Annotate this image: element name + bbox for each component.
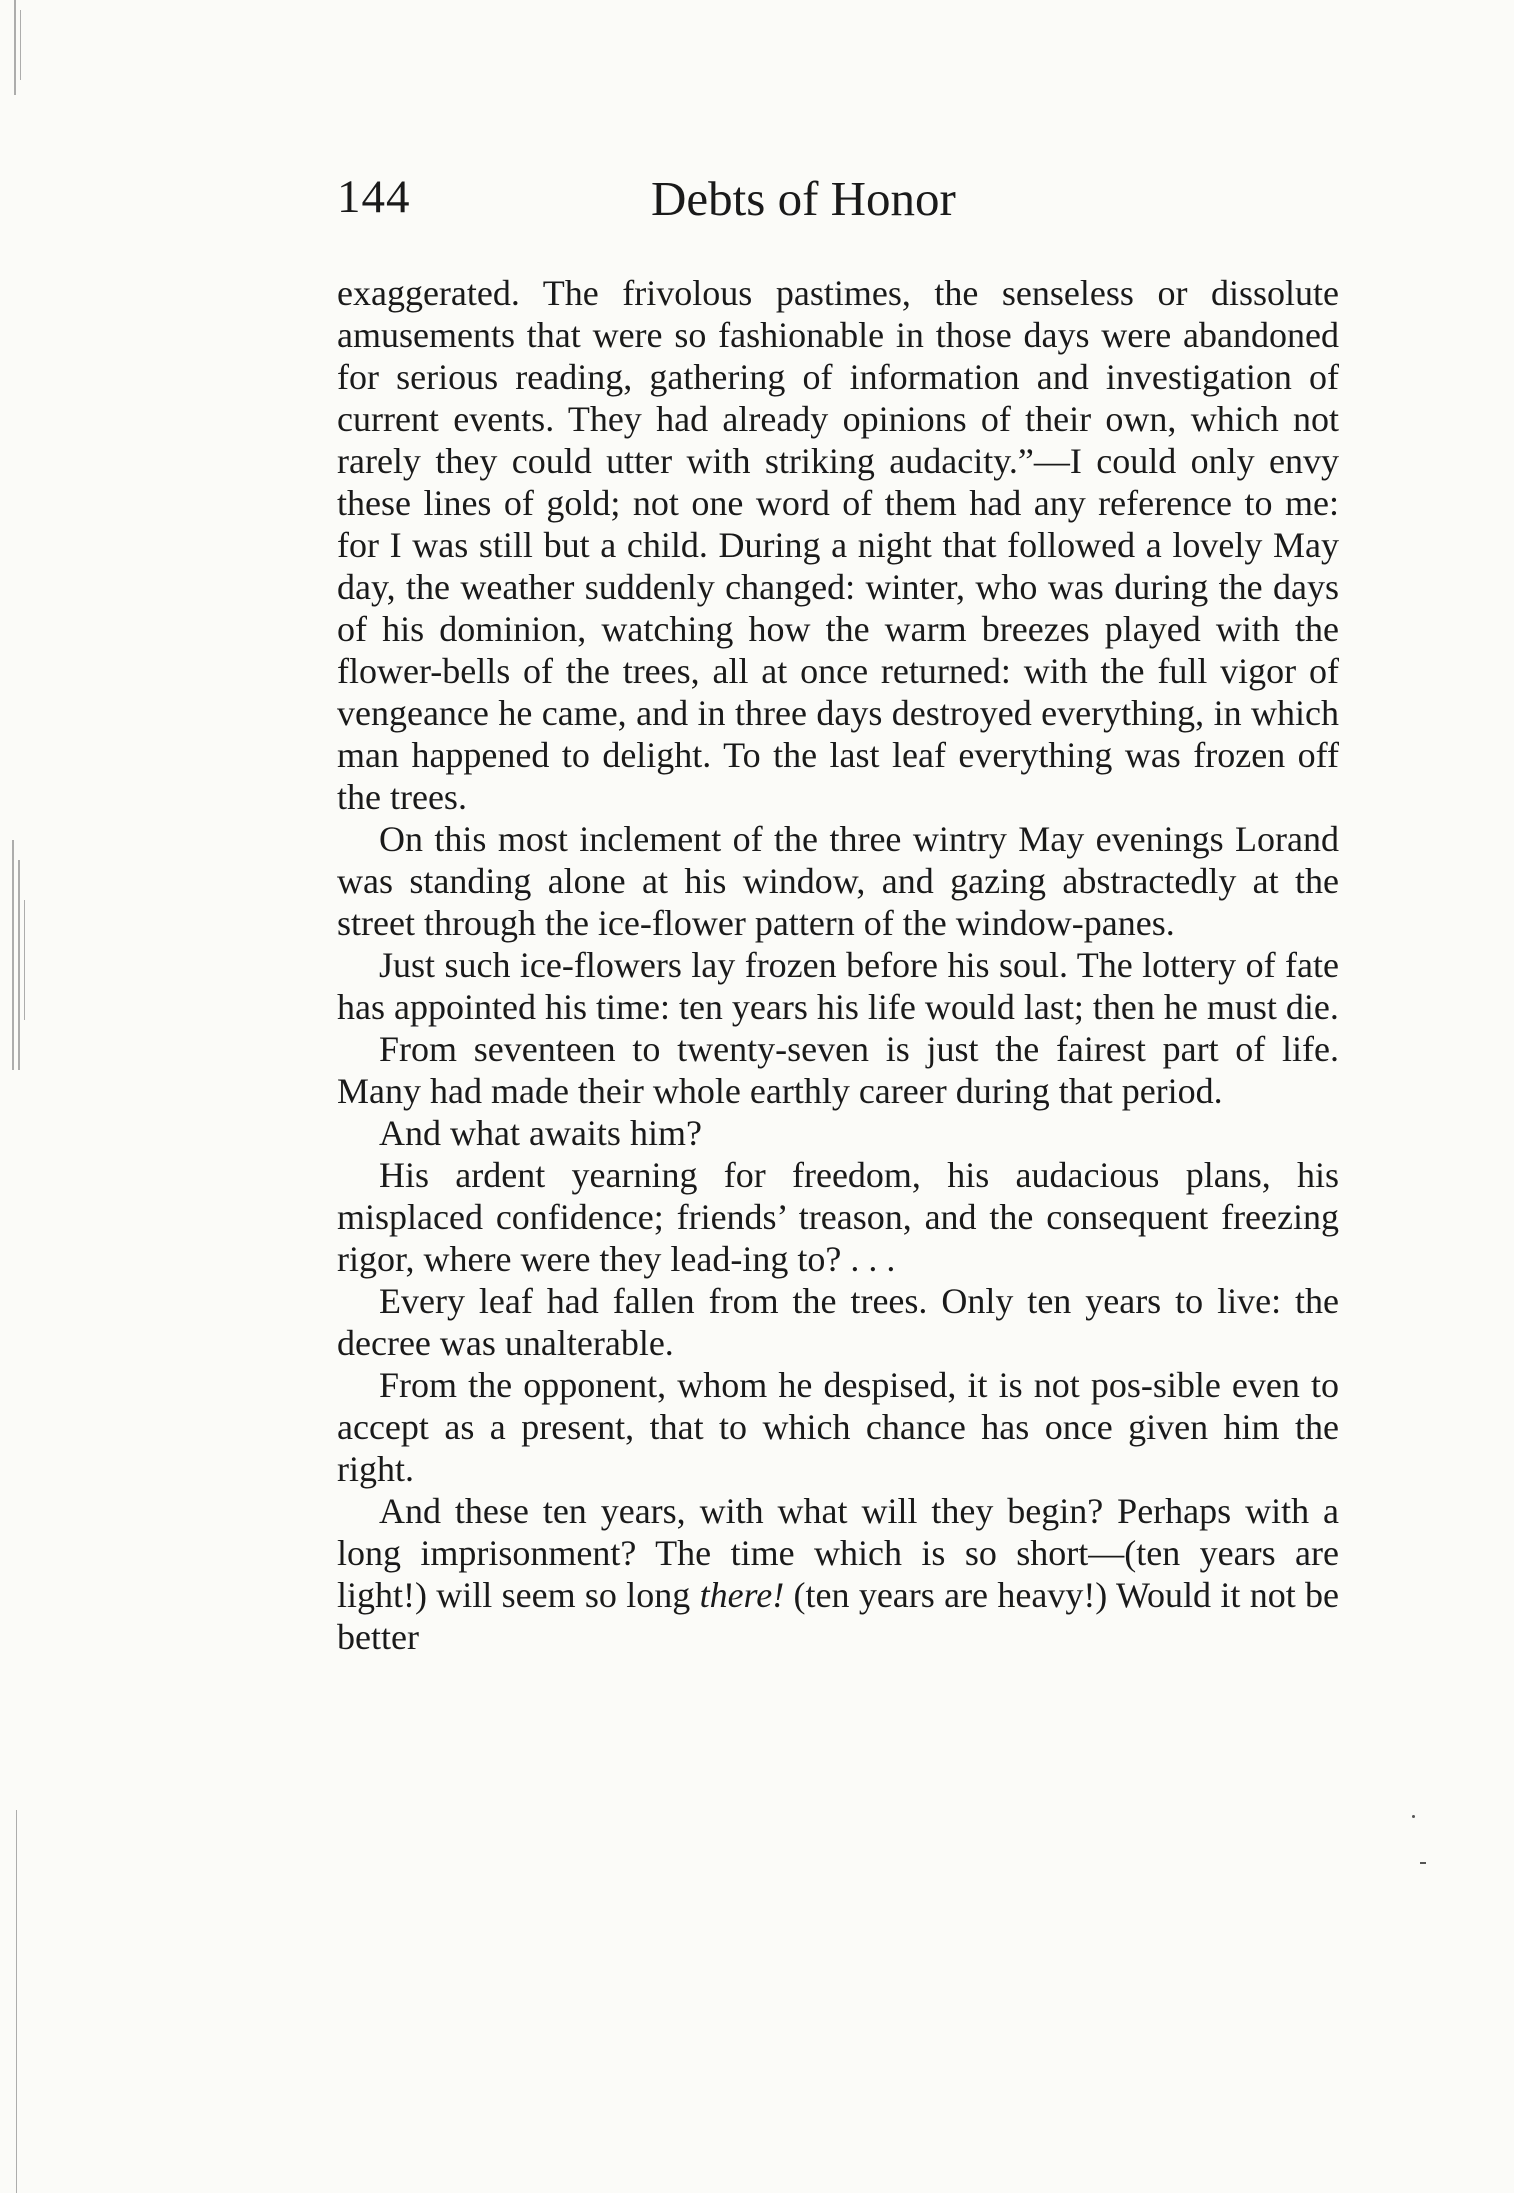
paragraph: [337, 1490, 1339, 1658]
scan-artifact-top: [20, 10, 21, 80]
paragraph: Just such ice-flowers lay frozen before his soul. The lottery of fate has appointed his time: ten years his life would last; then he must die.: [337, 945, 1339, 1027]
paragraph-text: And these ten years, with what will they begin? Perhaps with a long imprisonment? The time which is so short—(ten years are light!) will seem so long: [337, 1491, 1339, 1615]
italic-word: there!: [699, 1575, 785, 1615]
paragraph: From the opponent, whom he despised, it is not pos-sible even to accept as a present, that to which chance has once given him the right.: [337, 1365, 1339, 1489]
paragraph: From seventeen to twenty-seven is just the fairest part of life. Many had made their whole earthly career during that period.: [337, 1029, 1339, 1111]
scan-artifact-top: [14, 0, 16, 95]
scan-artifact-bottom: [16, 1810, 17, 2193]
speck: [1420, 1862, 1426, 1864]
paragraph: His ardent yearning for freedom, his audacious plans, his misplaced confidence; friends’ treason, and the consequent freezing rigor, where were they lead-ing to? . . .: [337, 1155, 1339, 1279]
speck: [1412, 1815, 1415, 1818]
body-text: [337, 272, 1339, 1658]
running-title: Debts of Honor: [651, 171, 956, 226]
paragraph: And what awaits him?: [379, 1113, 702, 1153]
paragraph-text: (ten years are heavy!) Would it not be better: [337, 1575, 1340, 1657]
scan-artifact-mid: [18, 860, 20, 1070]
page-header: [337, 170, 1337, 250]
page-number: 144: [337, 171, 411, 223]
scan-artifact-mid: [24, 900, 25, 1020]
paragraph: On this most inclement of the three wintry May evenings Lorand was standing alone at his window, and gazing abstractedly at the street through the ice-flower pattern of the window-panes.: [337, 819, 1339, 943]
paragraph: Every leaf had fallen from the trees. Only ten years to live: the decree was unalterable.: [337, 1281, 1339, 1363]
paragraph: exaggerated. The frivolous pastimes, the senseless or dissolute amusements that were so fashionable in those days were abandoned for serious reading, gathering of information and investigation of current events. They had already opinions of their own, which not rarely they could utter with striking audacity.”—I could only envy these lines of gold; not one word of them had any reference to me: for I was still but a child. During a night that followed a lovely May day, the weather suddenly changed: winter, who was during the days of his dominion, watching how the warm breezes played with the flower-bells of the trees, all at once returned: with the full vigor of vengeance he came, and in three days destroyed everything, in which man happened to delight. To the last leaf everything was frozen off the trees.: [337, 273, 1339, 817]
scan-artifact-mid: [12, 840, 14, 1070]
